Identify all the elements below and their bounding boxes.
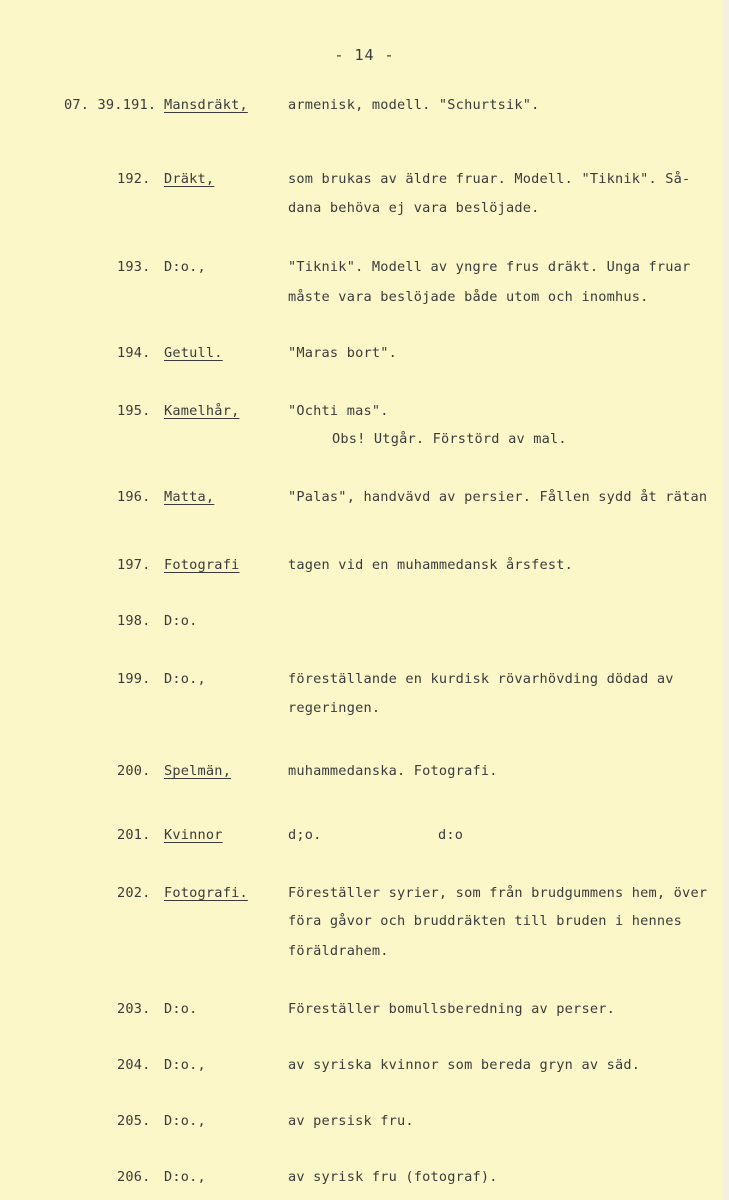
entry-number: 203. xyxy=(117,1001,151,1017)
entry-term: Kvinnor xyxy=(164,827,223,843)
entry-term: D:o., xyxy=(164,1057,206,1073)
entry-number: 192. xyxy=(117,171,151,187)
entry-number: 201. xyxy=(117,827,151,843)
entry-term: Mansdräkt, xyxy=(164,97,248,113)
entry-number: 205. xyxy=(117,1113,151,1129)
entry-term: D:o. xyxy=(164,1001,198,1017)
entry-number: 198. xyxy=(117,613,151,629)
entry-term: D:o. xyxy=(164,613,198,629)
entry-description-line: måste vara beslöjade både utom och inomhus. xyxy=(288,289,649,305)
entry-extra-value: d:o xyxy=(438,827,464,843)
entry-description-line: Föreställer bomullsberedning av perser. xyxy=(288,1001,615,1017)
entry-description-line: "Ochti mas". xyxy=(288,403,389,419)
entry-description-line: som brukas av äldre fruar. Modell. "Tiknik". Så- xyxy=(288,171,691,187)
entry-number: 206. xyxy=(117,1169,151,1185)
entry-number: 204. xyxy=(117,1057,151,1073)
entry-term: D:o., xyxy=(164,259,206,275)
entry-description-line: föra gåvor och bruddräkten till bruden i hennes xyxy=(288,913,683,929)
entry-description-line: armenisk, modell. "Schurtsik". xyxy=(288,97,540,113)
paper-edge xyxy=(723,0,729,1200)
entry-description-line: "Palas", handvävd av persier. Fållen sydd åt rätan xyxy=(288,489,708,505)
entry-description-line: muhammedanska. Fotografi. xyxy=(288,763,498,779)
entry-number: 200. xyxy=(117,763,151,779)
entry-number: 197. xyxy=(117,557,151,573)
entry-description-line: dana behöva ej vara beslöjade. xyxy=(288,200,540,216)
page-number: - 14 - xyxy=(334,46,395,64)
entry-term: Kamelhår, xyxy=(164,403,240,419)
entry-number: 202. xyxy=(117,885,151,901)
entry-term: D:o., xyxy=(164,1113,206,1129)
entry-description-line: "Tiknik". Modell av yngre frus dräkt. Unga fruar xyxy=(288,259,691,275)
entry-term: Fotografi xyxy=(164,557,240,573)
entry-term: Getull. xyxy=(164,345,223,361)
entry-term: Dräkt, xyxy=(164,171,215,187)
entry-term: Fotografi. xyxy=(164,885,248,901)
entry-description-line: "Maras bort". xyxy=(288,345,397,361)
entry-description-line: regeringen. xyxy=(288,700,381,716)
entry-number: 195. xyxy=(117,403,151,419)
entry-description-line: tagen vid en muhammedansk årsfest. xyxy=(288,557,574,573)
entry-number: 193. xyxy=(117,259,151,275)
entry-number: 199. xyxy=(117,671,151,687)
entry-term: Matta, xyxy=(164,489,215,505)
entry-description-line: föräldrahem. xyxy=(288,943,389,959)
entry-description-line: av syriska kvinnor som bereda gryn av säd. xyxy=(288,1057,641,1073)
entry-term: D:o., xyxy=(164,671,206,687)
entry-number: 196. xyxy=(117,489,151,505)
entry-term: D:o., xyxy=(164,1169,206,1185)
entry-number: 194. xyxy=(117,345,151,361)
entry-description-line: d;o. xyxy=(288,827,322,843)
entry-description-line: av syrisk fru (fotograf). xyxy=(288,1169,498,1185)
entry-term: Spelmän, xyxy=(164,763,232,779)
entry-description-line: föreställande en kurdisk rövarhövding dödad av xyxy=(288,671,674,687)
entry-number: 07. 39.191. xyxy=(64,97,157,113)
entry-note-line: Obs! Utgår. Förstörd av mal. xyxy=(332,431,567,447)
entry-description-line: Föreställer syrier, som från brudgummens hem, över xyxy=(288,885,708,901)
entry-description-line: av persisk fru. xyxy=(288,1113,414,1129)
